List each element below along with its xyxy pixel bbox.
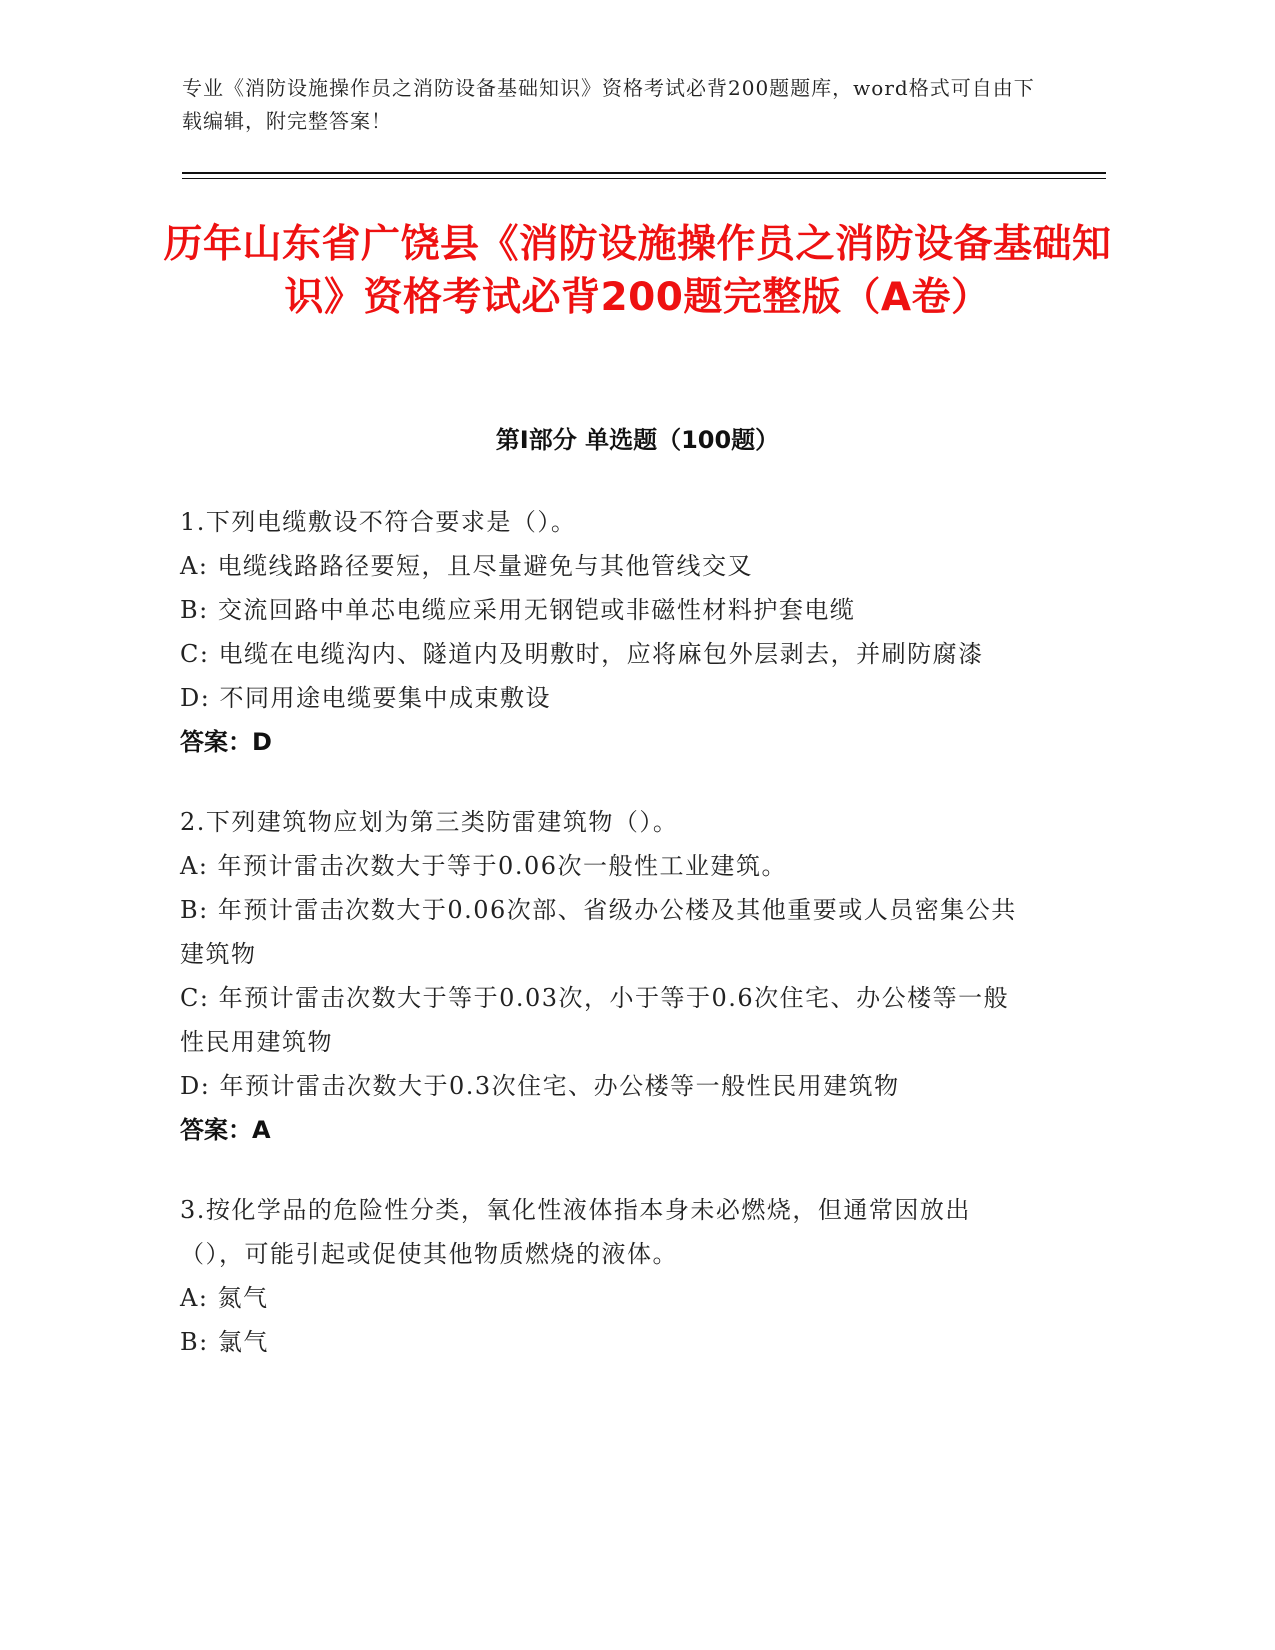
question-2 <box>180 800 1030 1152</box>
option-d: D: 年预计雷击次数大于0.3次住宅、办公楼等一般性民用建筑物 <box>180 1072 900 1100</box>
option-b: B: 交流回路中单芯电缆应采用无钢铠或非磁性材料护套电缆 <box>180 596 856 624</box>
option-b: B: 氯气 <box>180 1328 269 1356</box>
question-3 <box>180 1188 1030 1364</box>
option-a: A: 电缆线路路径要短，且尽量避免与其他管线交叉 <box>180 552 754 580</box>
option-a: A: 年预计雷击次数大于等于0.06次一般性工业建筑。 <box>180 852 787 880</box>
document-title: 历年山东省广饶县《消防设施操作员之消防设备基础知识》资格考试必背200题完整版（A卷） <box>163 222 1112 320</box>
option-d: D: 不同用途电缆要集中成束敷设 <box>180 684 551 712</box>
question-stem: 3.按化学品的危险性分类，氧化性液体指本身未必燃烧，但通常因放出（），可能引起或促使其他物质燃烧的液体。 <box>180 1196 971 1268</box>
option-a: A: 氮气 <box>180 1284 269 1312</box>
question-1 <box>180 500 1030 764</box>
question-list <box>180 500 1030 1400</box>
option-c: C: 年预计雷击次数大于等于0.03次，小于等于0.6次住宅、办公楼等一般性民用建筑物 <box>180 984 1010 1056</box>
answer: 答案：D <box>180 728 272 756</box>
header-rule-thick <box>182 172 1106 174</box>
question-stem: 2.下列建筑物应划为第三类防雷建筑物（）。 <box>180 808 679 836</box>
header-note: 专业《消防设施操作员之消防设备基础知识》资格考试必背200题题库，word格式可自由下载编辑，附完整答案！ <box>182 76 1035 133</box>
question-stem: 1.下列电缆敷设不符合要求是（）。 <box>180 508 577 536</box>
answer: 答案：A <box>180 1116 271 1144</box>
option-c: C: 电缆在电缆沟内、隧道内及明敷时，应将麻包外层剥去，并刷防腐漆 <box>180 640 984 668</box>
section-heading: 第Ⅰ部分 单选题（100题） <box>495 426 780 454</box>
header-rule-thin <box>182 178 1106 179</box>
option-b: B: 年预计雷击次数大于0.06次部、省级办公楼及其他重要或人员密集公共建筑物 <box>180 896 1017 968</box>
